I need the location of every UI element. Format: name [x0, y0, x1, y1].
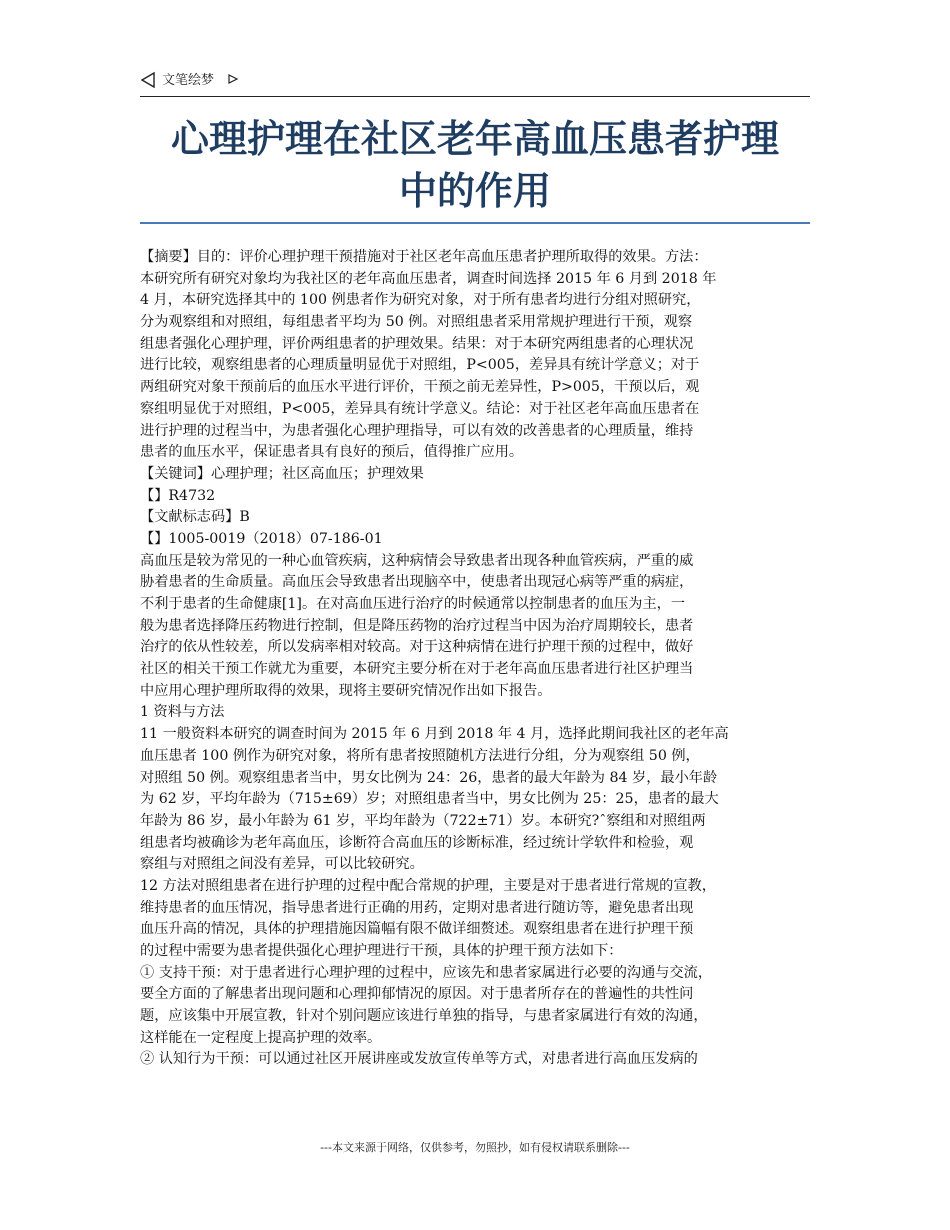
- article-body: [140, 247, 816, 1071]
- text-line: 治疗的依从性较差，所以发病率相对较高。对于这种病情在进行护理干预的过程中，做好: [140, 639, 694, 656]
- text-line: 【】1005-0019（2018）07-186-01: [140, 530, 383, 547]
- text-line: 本研究所有研究对象均为我社区的老年高血压患者，调查时间选择 2015 年 6 月到 2018 年: [140, 270, 717, 287]
- text-line: 这样能在一定程度上提高护理的效率。: [140, 1029, 382, 1046]
- text-line: 分为观察组和对照组，每组患者平均为 50 例。对照组患者采用常规护理进行干预，观察: [140, 314, 693, 331]
- text-line: 为 62 岁，平均年龄为（715±69）岁；对照组患者当中，男女比例为 25：25，患者的最大: [140, 791, 719, 808]
- text-line: 察组明显优于对照组，P<005，差异具有统计学意义。结论：对于社区老年高血压患者在: [140, 400, 700, 417]
- title-divider: [140, 222, 810, 224]
- text-line: ② 认知行为干预：可以通过社区开展讲座或发放宣传单等方式，对患者进行高血压发病的: [140, 1051, 698, 1068]
- text-line: 对照组 50 例。观察组患者当中，男女比例为 24：26，患者的最大年龄为 84 岁，最小年龄: [140, 769, 718, 786]
- text-line: 般为患者选择降压药物进行控制，但是降压药物的治疗过程当中因为治疗周期较长，患者: [140, 617, 694, 634]
- text-line: 题，应该集中开展宣教，针对个别问题应该进行单独的指导，与患者家属进行有效的沟通，: [140, 1008, 708, 1025]
- title-line-1: 心理护理在社区老年高血压患者护理: [170, 117, 779, 161]
- text-line: 12 方法对照组患者在进行护理的过程中配合常规的护理，主要是对于患者进行常规的宣教，: [140, 877, 716, 894]
- text-line: 年龄为 86 岁，最小年龄为 61 岁，平均年龄为（722±71）岁。本研究?ˆ察组和对照组两: [140, 812, 706, 829]
- text-line: 进行护理的过程当中，为患者强化心理护理指导，可以有效的改善患者的心理质量，维持: [140, 422, 694, 439]
- triangle-left-icon[interactable]: [140, 71, 158, 89]
- text-line: 进行比较，观察组患者的心理质量明显优于对照组，P<005，差异具有统计学意义；对于: [140, 357, 700, 374]
- text-line: 的过程中需要为患者提供强化心理护理进行干预，具体的护理干预方法如下：: [140, 943, 623, 959]
- text-line: 中应用心理护理所取得的效果，现将主要研究情况作出如下报告。: [140, 682, 552, 699]
- triangle-right-icon[interactable]: [227, 73, 239, 85]
- text-line: 1 资料与方法: [140, 704, 225, 721]
- text-line: 高血压是较为常见的一种心血管疾病，这种病情会导致患者出现各种血管疾病，严重的威: [140, 552, 694, 569]
- text-line: 组患者强化心理护理，评价两组患者的护理效果。结果：对于本研究两组患者的心理状况: [140, 335, 694, 352]
- text-line: 组患者均被确诊为老年高血压，诊断符合高血压的诊断标准，经过统计学软件和检验，观: [140, 834, 694, 851]
- brand-label: 文笔绘梦: [162, 73, 215, 88]
- text-line: 11 一般资料本研究的调查时间为 2015 年 6 月到 2018 年 4 月，选择此期间我社区的老年高: [140, 726, 729, 743]
- text-line: 【摘要】目的：评价心理护理干预措施对于社区老年高血压患者护理所取得的效果。方法：: [140, 249, 708, 265]
- text-line: 两组研究对象干预前后的血压水平进行评价，干预之前无差异性，P>005，干预以后，观: [140, 379, 700, 396]
- text-line: 血压升高的情况，具体的护理措施因篇幅有限不做详细赘述。观察组患者在进行护理干预: [140, 921, 694, 938]
- page-header: [140, 70, 810, 97]
- text-line: 血压患者 100 例作为研究对象，将所有患者按照随机方法进行分组，分为观察组 50 例，: [140, 747, 700, 764]
- text-line: 【关键词】心理护理；社区高血压；护理效果: [140, 465, 424, 482]
- text-line: 【文献标志码】B: [140, 509, 250, 526]
- text-line: 社区的相关干预工作就尤为重要，本研究主要分析在对于老年高血压患者进行社区护理当: [140, 661, 694, 678]
- page-title: [140, 113, 810, 217]
- text-line: ① 支持干预：对于患者进行心理护理的过程中，应该先和患者家属进行必要的沟通与交流，: [140, 964, 713, 981]
- title-line-2: 中的作用: [398, 169, 551, 213]
- text-line: 不利于患者的生命健康[1]。在对高血压进行治疗的时候通常以控制患者的血压为主，一: [140, 596, 686, 612]
- text-line: 4 月，本研究选择其中的 100 例患者作为研究对象，对于所有患者均进行分组对照研究，: [140, 292, 701, 309]
- text-line: 察组与对照组之间没有差异，可以比较研究。: [140, 856, 424, 873]
- text-line: 胁着患者的生命质量。高血压会导致患者出现脑卒中，使患者出现冠心病等严重的病症，: [140, 574, 694, 591]
- text-line: 要全方面的了解患者出现问题和心理抑郁情况的原因。对于患者所存在的普遍性的共性问: [140, 986, 694, 1003]
- footer-disclaimer: ---本文来源于网络，仅供参考，勿照抄，如有侵权请联系删除---: [320, 1141, 630, 1154]
- text-line: 患者的血压水平，保证患者具有良好的预后，值得推广应用。: [140, 444, 524, 461]
- text-line: 【】R4732: [140, 487, 216, 504]
- text-line: 维持患者的血压情况，指导患者进行正确的用药，定期对患者进行随访等，避免患者出现: [140, 899, 694, 916]
